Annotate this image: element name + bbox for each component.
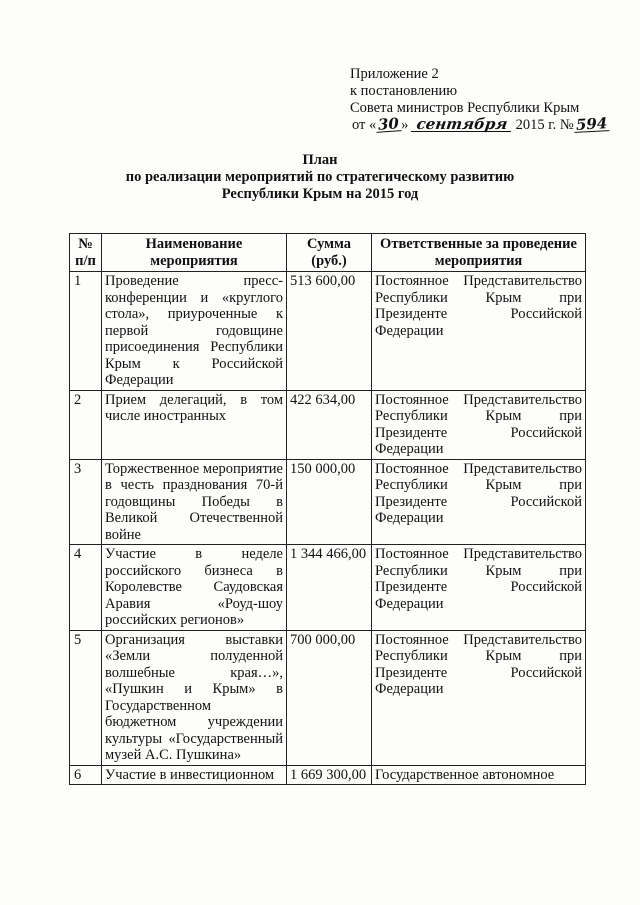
row-sum: 1 344 466,00 (287, 545, 372, 631)
row-name: Проведение пресс-конференции и «круглого стола», приуроченные к первой годовщине присоединения Республики Крым к Российской Федерации (102, 272, 287, 391)
row-resp: Постоянное Представительство Республики Крым при Президенте Российской Федерации (372, 390, 586, 459)
row-num: 3 (70, 459, 102, 545)
row-num: 6 (70, 765, 102, 785)
row-sum: 150 000,00 (287, 459, 372, 545)
appendix-issuer: Совета министров Республики Крым (350, 100, 580, 116)
table-row (70, 545, 586, 631)
header-resp: Ответственные за проведение мероприятия (372, 234, 586, 272)
row-sum: 513 600,00 (287, 272, 372, 391)
table-row (70, 272, 586, 391)
row-resp: Постоянное Представительство Республики Крым при Президенте Российской Федерации (372, 630, 586, 765)
row-num: 5 (70, 630, 102, 765)
table-row (70, 459, 586, 545)
table-row (70, 630, 586, 765)
row-resp: Государственное автономное (372, 765, 586, 785)
handwritten-month: сентября (411, 117, 513, 132)
header-name: Наименование мероприятия (102, 234, 287, 272)
appendix-label: Приложение 2 (350, 66, 439, 82)
plan-title-line1: План (302, 152, 338, 168)
row-sum: 700 000,00 (287, 630, 372, 765)
table-row (70, 390, 586, 459)
date-mid: » (401, 117, 409, 133)
row-resp: Постоянное Представительство Республики Крым при Президенте Российской Федерации (372, 459, 586, 545)
row-num: 4 (70, 545, 102, 631)
date-year: 2015 г. № (515, 117, 574, 133)
appendix-resolution-label: к постановлению (350, 83, 458, 99)
appendix-date-line (352, 114, 609, 134)
row-num: 2 (70, 390, 102, 459)
plan-title-line3: Республики Крым на 2015 год (221, 186, 419, 202)
table-row (70, 765, 586, 785)
row-name: Торжественное мероприятие в честь празднования 70-й годовщины Победы в Великой Отечественной войне (102, 459, 287, 545)
plan-title (0, 152, 640, 203)
handwritten-doc-number: 594 (575, 114, 608, 134)
row-resp: Постоянное Представительство Республики Крым при Президенте Российской Федерации (372, 272, 586, 391)
handwritten-day: 30 (377, 114, 400, 134)
row-num: 1 (70, 272, 102, 391)
row-resp: Постоянное Представительство Республики Крым при Президенте Российской Федерации (372, 545, 586, 631)
row-sum: 1 669 300,00 (287, 765, 372, 785)
header-sum: Сумма (руб.) (287, 234, 372, 272)
row-name: Прием делегаций, в том числе иностранных (102, 390, 287, 459)
row-name: Участие в неделе российского бизнеса в Королевстве Саудовская Аравия «Роуд-шоу российских регионов» (102, 545, 287, 631)
table-header-row (70, 234, 586, 272)
date-prefix: от « (352, 117, 377, 133)
header-num: № п/п (70, 234, 102, 272)
plan-title-line2: по реализации мероприятий по стратегическому развитию (125, 169, 515, 185)
appendix-header (350, 66, 607, 134)
row-sum: 422 634,00 (287, 390, 372, 459)
row-name: Организация выставки «Земли полуденной волшебные края…», «Пушкин и Крым» в Государственном бюджетном учреждении культуры «Государственный музей А.С. Пушкина» (102, 630, 287, 765)
plan-table (69, 233, 586, 785)
row-name: Участие в инвестиционном (102, 765, 287, 785)
